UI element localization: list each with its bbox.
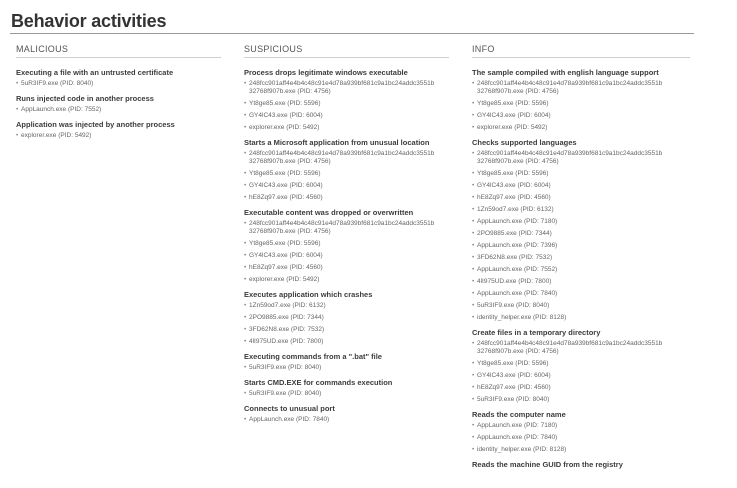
process-name[interactable]: Yt8ge85.exe (PID: 5596)	[477, 360, 549, 367]
behavior-group	[244, 290, 449, 346]
behavior-title[interactable]: Process drops legitimate windows executable	[244, 68, 408, 77]
behavior-group	[16, 68, 221, 88]
bullet-icon: •	[244, 80, 247, 87]
behavior-title[interactable]: The sample compiled with english language support	[472, 68, 659, 77]
process-name[interactable]: 248fcc901aff4e4b4c48c91e4d78a939bf681c9a1bc24addc3551b 32768f907b.exe (PID: 4756)	[249, 220, 435, 235]
process-entry[interactable]	[16, 106, 221, 114]
bullet-icon: •	[472, 230, 475, 237]
process-entry[interactable]	[244, 416, 449, 424]
process-name[interactable]: GY4lC43.exe (PID: 6004)	[249, 252, 323, 259]
bullet-icon: •	[244, 112, 247, 119]
bullet-icon: •	[244, 338, 247, 345]
process-entry[interactable]	[472, 314, 690, 322]
process-entry[interactable]	[472, 182, 690, 190]
bullet-icon: •	[472, 206, 475, 213]
bullet-icon: •	[244, 326, 247, 333]
behavior-title[interactable]: Executing a file with an untrusted certificate	[16, 68, 174, 77]
bullet-icon: •	[472, 384, 475, 391]
bullet-icon: •	[472, 314, 475, 321]
process-name[interactable]: Yt8ge85.exe (PID: 5596)	[249, 170, 321, 177]
process-name[interactable]: Yt8ge85.exe (PID: 5596)	[249, 100, 321, 107]
bullet-icon: •	[472, 254, 475, 261]
process-name[interactable]: AppLaunch.exe (PID: 7840)	[249, 416, 330, 423]
bullet-icon: •	[244, 100, 247, 107]
process-entry[interactable]	[244, 80, 449, 96]
bullet-icon: •	[472, 372, 475, 379]
bullet-icon: •	[244, 220, 247, 227]
process-name[interactable]: 4lI975UD.exe (PID: 7800)	[477, 278, 552, 285]
title-divider	[10, 33, 694, 34]
process-entry[interactable]	[472, 384, 690, 392]
bullet-icon: •	[472, 100, 475, 107]
bullet-icon: •	[16, 80, 19, 87]
process-entry[interactable]	[472, 100, 690, 108]
process-entry[interactable]	[472, 218, 690, 226]
bullet-icon: •	[244, 416, 247, 423]
behavior-title[interactable]: Executable content was dropped or overwritten	[244, 208, 414, 217]
process-name[interactable]: AppLaunch.exe (PID: 7840)	[477, 290, 558, 297]
behavior-title[interactable]: Executing commands from a ".bat" file	[244, 352, 382, 361]
behavior-group	[244, 404, 449, 424]
process-entry[interactable]	[472, 80, 690, 96]
behavior-group	[472, 68, 690, 132]
process-entry[interactable]	[244, 112, 449, 120]
process-entry[interactable]	[244, 326, 449, 334]
process-entry[interactable]	[244, 252, 449, 260]
process-entry[interactable]	[244, 182, 449, 190]
behavior-group	[16, 94, 221, 114]
process-name[interactable]: 248fcc901aff4e4b4c48c91e4d78a939bf681c9a1bc24addc3551b 32768f907b.exe (PID: 4756)	[477, 340, 663, 355]
process-name[interactable]: 2PO9885.exe (PID: 7344)	[249, 314, 324, 321]
process-name[interactable]: 2PO9885.exe (PID: 7344)	[477, 230, 552, 237]
bullet-icon: •	[244, 182, 247, 189]
bullet-icon: •	[472, 396, 475, 403]
process-entry[interactable]	[244, 150, 449, 166]
bullet-icon: •	[16, 106, 19, 113]
process-entry[interactable]	[472, 206, 690, 214]
process-entry[interactable]	[472, 254, 690, 262]
behavior-group	[244, 138, 449, 202]
behavior-group	[472, 460, 690, 469]
process-name[interactable]: AppLaunch.exe (PID: 7840)	[477, 434, 558, 441]
bullet-icon: •	[472, 242, 475, 249]
process-name[interactable]: 4lI975UD.exe (PID: 7800)	[249, 338, 324, 345]
process-entry[interactable]	[244, 264, 449, 272]
process-name[interactable]: 3FD62N8.exe (PID: 7532)	[249, 326, 325, 333]
bullet-icon: •	[472, 182, 475, 189]
bullet-icon: •	[472, 170, 475, 177]
process-entry[interactable]	[472, 340, 690, 356]
process-name[interactable]: 248fcc901aff4e4b4c48c91e4d78a939bf681c9a1bc24addc3551b 32768f907b.exe (PID: 4756)	[249, 150, 435, 165]
process-entry[interactable]	[244, 338, 449, 346]
bullet-icon: •	[472, 340, 475, 347]
process-entry[interactable]	[472, 124, 690, 132]
behavior-title[interactable]: Connects to unusual port	[244, 404, 335, 413]
process-name[interactable]: explorer.exe (PID: 5492)	[477, 124, 548, 131]
behavior-title[interactable]: Application was injected by another process	[16, 120, 175, 129]
column-header: SUSPICIOUS	[244, 44, 449, 58]
suspicious-column	[244, 44, 449, 430]
process-name[interactable]: 5uR3IF9.exe (PID: 8040)	[249, 364, 322, 371]
bullet-icon: •	[472, 360, 475, 367]
process-entry[interactable]	[16, 80, 221, 88]
bullet-icon: •	[472, 124, 475, 131]
process-name[interactable]: 248fcc901aff4e4b4c48c91e4d78a939bf681c9a1bc24addc3551b 32768f907b.exe (PID: 4756)	[477, 80, 663, 95]
process-name[interactable]: identity_helper.exe (PID: 8128)	[477, 314, 567, 321]
bullet-icon: •	[244, 264, 247, 271]
bullet-icon: •	[472, 80, 475, 87]
process-entry[interactable]	[472, 266, 690, 274]
process-entry[interactable]	[472, 150, 690, 166]
bullet-icon: •	[244, 390, 247, 397]
process-name[interactable]: 248fcc901aff4e4b4c48c91e4d78a939bf681c9a1bc24addc3551b 32768f907b.exe (PID: 4756)	[249, 80, 435, 95]
process-entry[interactable]	[244, 302, 449, 310]
behavior-title[interactable]: Starts CMD.EXE for commands execution	[244, 378, 393, 387]
behavior-title[interactable]: Reads the machine GUID from the registry	[472, 460, 623, 469]
malicious-column	[16, 44, 221, 146]
process-name[interactable]: 1Zn59od7.exe (PID: 6132)	[249, 302, 326, 309]
bullet-icon: •	[472, 434, 475, 441]
process-name[interactable]: GY4lC43.exe (PID: 6004)	[477, 182, 551, 189]
bullet-icon: •	[244, 194, 247, 201]
behavior-title[interactable]: Executes application which crashes	[244, 290, 373, 299]
bullet-icon: •	[472, 446, 475, 453]
process-entry[interactable]	[244, 124, 449, 132]
behavior-group	[244, 208, 449, 284]
process-entry[interactable]	[244, 390, 449, 398]
process-name[interactable]: explorer.exe (PID: 5492)	[249, 124, 320, 131]
process-entry[interactable]	[472, 290, 690, 298]
process-name[interactable]: 5uR3IF9.exe (PID: 8040)	[477, 396, 550, 403]
bullet-icon: •	[472, 422, 475, 429]
process-name[interactable]: Yt8ge85.exe (PID: 5596)	[477, 100, 549, 107]
bullet-icon: •	[244, 276, 247, 283]
bullet-icon: •	[472, 266, 475, 273]
process-name[interactable]: AppLaunch.exe (PID: 7180)	[477, 422, 558, 429]
bullet-icon: •	[244, 150, 247, 157]
behavior-group	[244, 352, 449, 372]
process-entry[interactable]	[472, 112, 690, 120]
process-entry[interactable]	[244, 276, 449, 284]
process-entry[interactable]	[244, 100, 449, 108]
behavior-title[interactable]: Starts a Microsoft application from unusual location	[244, 138, 430, 147]
process-name[interactable]: AppLaunch.exe (PID: 7552)	[21, 106, 102, 113]
behavior-title[interactable]: Reads the computer name	[472, 410, 566, 419]
process-name[interactable]: GY4lC43.exe (PID: 6004)	[249, 182, 323, 189]
process-entry[interactable]	[472, 372, 690, 380]
process-entry[interactable]	[244, 364, 449, 372]
bullet-icon: •	[472, 278, 475, 285]
process-entry[interactable]	[16, 132, 221, 140]
process-name[interactable]: hE8Zq97.exe (PID: 4560)	[477, 384, 551, 391]
process-entry[interactable]	[472, 194, 690, 202]
behavior-group	[244, 378, 449, 398]
process-entry[interactable]	[472, 230, 690, 238]
page-title: Behavior activities	[11, 11, 167, 31]
process-name[interactable]: 5uR3IF9.exe (PID: 8040)	[21, 80, 94, 87]
behavior-title[interactable]: Runs injected code in another process	[16, 94, 154, 103]
process-entry[interactable]	[472, 446, 690, 454]
process-entry[interactable]	[472, 360, 690, 368]
process-entry[interactable]	[244, 220, 449, 236]
bullet-icon: •	[472, 290, 475, 297]
process-entry[interactable]	[472, 422, 690, 430]
process-name[interactable]: 5uR3IF9.exe (PID: 8040)	[477, 302, 550, 309]
process-name[interactable]: hE8Zq97.exe (PID: 4560)	[249, 194, 323, 201]
bullet-icon: •	[244, 252, 247, 259]
behavior-group	[472, 138, 690, 322]
process-name[interactable]: explorer.exe (PID: 5492)	[249, 276, 320, 283]
process-entry[interactable]	[244, 170, 449, 178]
bullet-icon: •	[472, 112, 475, 119]
bullet-icon: •	[472, 302, 475, 309]
process-entry[interactable]	[244, 240, 449, 248]
process-name[interactable]: GY4lC43.exe (PID: 6004)	[249, 112, 323, 119]
process-name[interactable]: 248fcc901aff4e4b4c48c91e4d78a939bf681c9a1bc24addc3551b 32768f907b.exe (PID: 4756)	[477, 150, 663, 165]
process-name[interactable]: AppLaunch.exe (PID: 7396)	[477, 242, 558, 249]
column-header: INFO	[472, 44, 690, 58]
process-entry[interactable]	[472, 434, 690, 442]
process-name[interactable]: AppLaunch.exe (PID: 7552)	[477, 266, 558, 273]
process-name[interactable]: explorer.exe (PID: 5492)	[21, 132, 92, 139]
behavior-group	[472, 410, 690, 454]
process-entry[interactable]	[472, 278, 690, 286]
info-column	[472, 44, 690, 475]
process-entry[interactable]	[244, 314, 449, 322]
process-entry[interactable]	[472, 170, 690, 178]
behavior-group	[16, 120, 221, 140]
bullet-icon: •	[244, 302, 247, 309]
process-entry[interactable]	[472, 242, 690, 250]
bullet-icon: •	[472, 218, 475, 225]
behavior-title[interactable]: Checks supported languages	[472, 138, 577, 147]
process-name[interactable]: GY4lC43.exe (PID: 6004)	[477, 112, 551, 119]
bullet-icon: •	[244, 124, 247, 131]
bullet-icon: •	[244, 314, 247, 321]
process-name[interactable]: GY4lC43.exe (PID: 6004)	[477, 372, 551, 379]
bullet-icon: •	[16, 132, 19, 139]
behavior-group	[472, 328, 690, 404]
bullet-icon: •	[472, 150, 475, 157]
column-header: MALICIOUS	[16, 44, 221, 58]
bullet-icon: •	[244, 240, 247, 247]
behavior-group	[244, 68, 449, 132]
process-name[interactable]: hE8Zq97.exe (PID: 4560)	[249, 264, 323, 271]
bullet-icon: •	[244, 364, 247, 371]
behavior-title[interactable]: Create files in a temporary directory	[472, 328, 601, 337]
process-name[interactable]: AppLaunch.exe (PID: 7180)	[477, 218, 558, 225]
process-name[interactable]: 1Zn59od7.exe (PID: 6132)	[477, 206, 554, 213]
process-entry[interactable]	[472, 396, 690, 404]
process-entry[interactable]	[472, 302, 690, 310]
process-name[interactable]: Yt8ge85.exe (PID: 5596)	[477, 170, 549, 177]
process-name[interactable]: hE8Zq97.exe (PID: 4560)	[477, 194, 551, 201]
process-name[interactable]: Yt8ge85.exe (PID: 5596)	[249, 240, 321, 247]
bullet-icon: •	[244, 170, 247, 177]
process-name[interactable]: identity_helper.exe (PID: 8128)	[477, 446, 567, 453]
bullet-icon: •	[472, 194, 475, 201]
process-name[interactable]: 5uR3IF9.exe (PID: 8040)	[249, 390, 322, 397]
process-name[interactable]: 3FD62N8.exe (PID: 7532)	[477, 254, 553, 261]
process-entry[interactable]	[244, 194, 449, 202]
